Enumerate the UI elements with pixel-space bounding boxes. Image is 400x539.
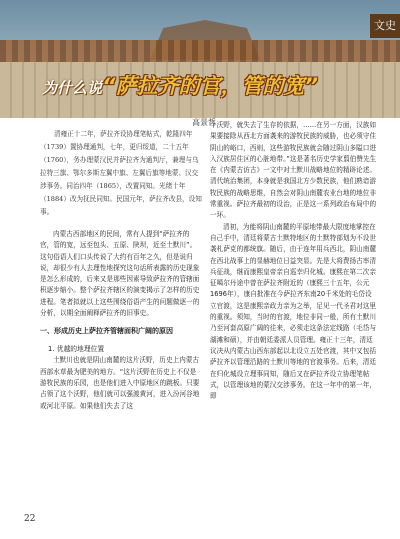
summary-paragraph: 清雍正十二年，萨拉齐设协理笔帖式，乾隆四年（1739）置协理通判，七年，更归绥道，二十五年（1760），务办理蒙汉民并萨拉齐为通判厅，兼理与乌拉特三旗、鄂尔多斯左翼中旗、左翼后旗等地蒙、汉交涉事务。同治四年（1865），改置同知。光绪十年（1884）改为抚民同知。民国元年，萨拉齐改县，设知事。 [40, 130, 202, 216]
right-column [210, 120, 378, 402]
title-prefix: 为什么说 [42, 79, 103, 97]
author-name: 高景哲 [192, 118, 216, 127]
subsection-heading: 1. 优越的地理位置 [48, 345, 105, 354]
left-column [40, 120, 202, 412]
body-paragraph-right-1: 个沃野，就失去了生存的依据，……在另一方面，汉族如果要接除从西北方面袭来的游牧民族的威胁，也必须守住阴山的峪口，西则，这些游牧民族就会随过阴山多隘口进入汉族居住区的心脏地带。”这是著名历史学家翦伯赞先生在《内蒙古访古》一文中对土默川战略地位的精辟论述。清代统治集团，本身就是我国北方少数民族，他们熟谙游牧民族的战略思维，自然会对阴山南麓农业台地的地位非常重视。萨拉齐最初的设治，正是这一系列政治布局中的一环。 [210, 121, 377, 220]
body-paragraph-right-2: 清初，为能将阴山南麓的平原地带最大限度地掌控在自己手中，清廷将蒙古土默特地区的土默特部划为不设世袭札萨克的都统旗。随后，由于连年用兵西北，阴山南麓在西北战事上的显赫地位日益突显。先是大将费扬古率清兵征战，继而康熙皇帝亲自巡幸归化城。康熙在第二次亲征噶尔丹途中曾在萨拉齐附近的（康熙三十五年，公元1696年），康自批准在今萨拉齐东南20千米处的毛岱设立官渡，这是康熙亲政力亲为之举，足见一代圣君对这里的重视。须知，当时的官渡，地位非同一般，所有土默川乃至河套高原广阔的往来，必须走这条法定线路（毛岱与湖滩和硕），并由朝廷委派人员管理。雍正十三年，清廷议决从内蒙古山西东部起以北设立五处官渡，其中又包括萨拉齐以管理沿路的土默川等地的官渡事务。后来，清廷在归化城设立理事同知，随后又在萨拉齐设立协理笔帖式，以管理该地的蒙汉交涉事务。在这一年中的第一年，即 [210, 222, 377, 401]
section-heading: 一、形成历史上萨拉齐管辖面积广阔的原因 [40, 327, 173, 336]
article-title [42, 70, 318, 100]
roof-tiles-illustration [0, 40, 400, 62]
section-tab: 文史 [370, 14, 400, 38]
title-emphasis: “萨拉齐的官，管的宽” [102, 74, 319, 98]
header-banner [0, 0, 400, 118]
body-paragraph-left: 土默川也就是阴山南麓的这片沃野，历史上内蒙古西部水草最为肥美的地方。“这片沃野在历史上不仅是游牧民族的乐园，也是他们进入中原地区的跳板。只要占领了这个沃野，他们就可以强渡黄河，进入汾河谷地或河北平原。如果他们失去了这 [40, 356, 200, 410]
intro-paragraph: 内蒙古西部地区的民间，常有人提到“萨拉齐的官，管的宽，远至包头、五原、陕坝，近至土默川”。这句俗语人们口头传说了大约有百年之久，但是说归说，却很少有人去理性地探究这句话所表露的历史现象是怎么形成的，后来又是那些因素导致萨拉齐的管辖面积逐步缩小。整个萨拉齐辖区的演变揭示了怎样的历史进程。笔者拟就以上这些围绕俗语产生的问题做逐一的分析，以期全面阐释萨拉齐的旧事史。 [40, 230, 200, 318]
page-number: 22 [24, 514, 36, 524]
